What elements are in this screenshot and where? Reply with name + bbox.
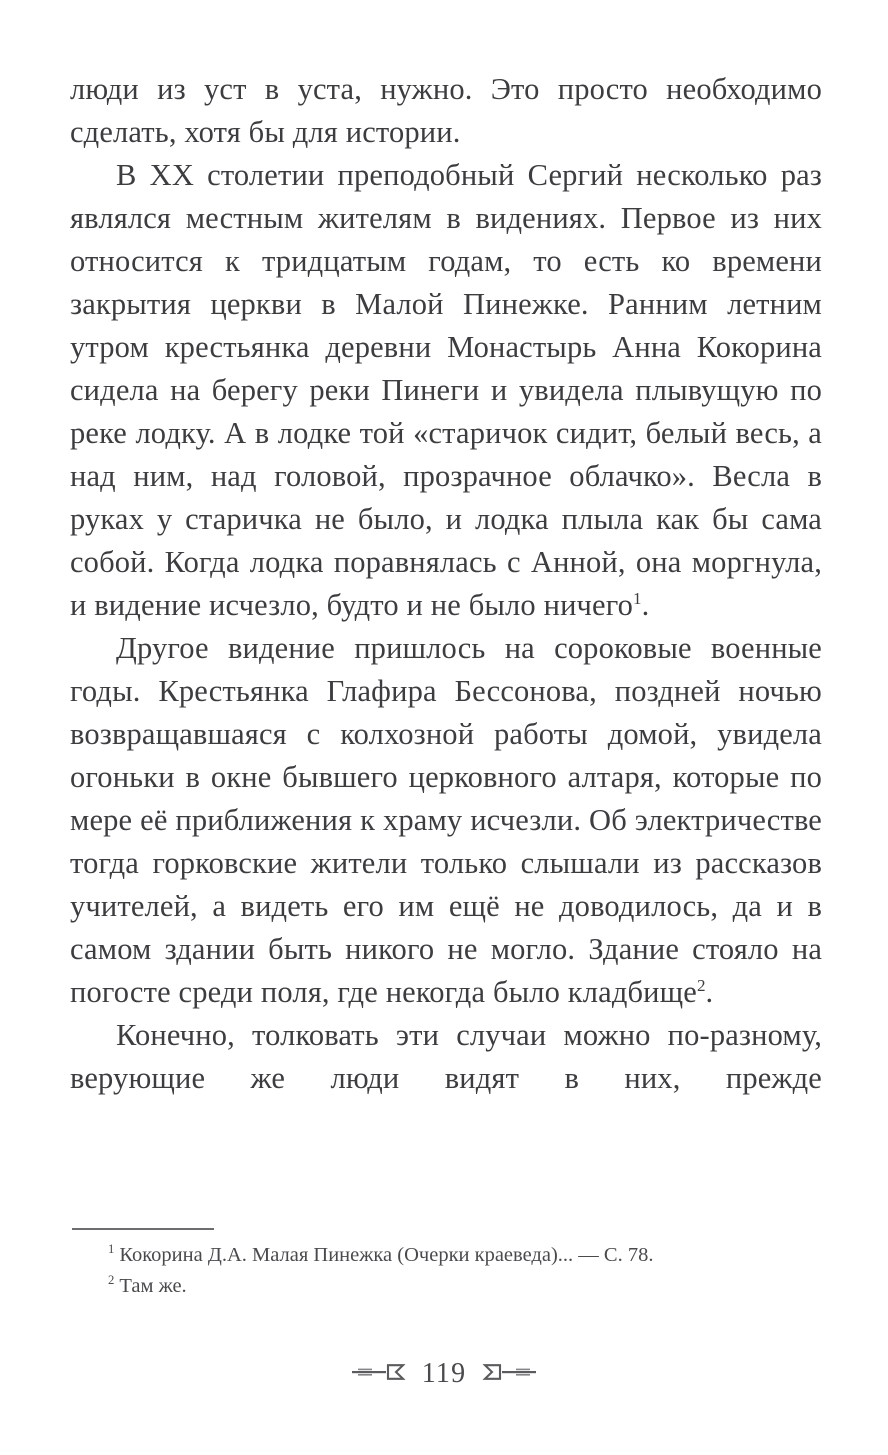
paragraph-text-tail: .: [705, 975, 714, 1009]
paragraph-sergiy-visions: [70, 154, 822, 627]
footnote-item-1: [70, 1240, 822, 1271]
paragraph-text: В XX столетии преподобный Сергий несколько раз являлся местным жителям в видениях. Первое из них относится к тридцатым годам, то есть ко времени закрытия церкви в Малой Пинежке. Ранним летним утром крестьянка деревни Монастырь Анна Кокорина сидела на берегу реки Пинеги и увидела плывущую по реке лодку. А в лодке той «старичок сидит, белый весь, а над ним, над головой, прозрачное облачко». Весла в руках у старичка не было, и лодка плыла как бы сама собой. Когда лодка поравнялась с Анной, она моргнула, и видение исчезло, будто и не было ничего: [70, 158, 822, 622]
footnote-number-2: 2: [108, 1273, 115, 1288]
footnote-number-1: 1: [108, 1242, 115, 1257]
page-footer-folio: [0, 1358, 888, 1390]
footnote-item-2: [70, 1271, 822, 1302]
footnote-marker-2[interactable]: 2: [696, 975, 706, 995]
footnote-area: [70, 1228, 822, 1302]
dart-ornament-left-icon: [352, 1362, 408, 1387]
paragraph-continuation: люди из уст в уста, нужно. Это просто необходимо сделать, хотя бы для истории.: [70, 72, 822, 149]
page-number: 119: [421, 1358, 467, 1389]
dart-ornament-right-icon: [480, 1362, 536, 1387]
footnote-text-2: Там же.: [119, 1275, 187, 1297]
footnote-text-1: Кокорина Д.А. Малая Пинежка (Очерки краеведа)... — С. 78.: [119, 1244, 654, 1266]
footnote-separator-rule: [72, 1228, 214, 1230]
paragraph-interpretation: Конечно, толковать эти случаи можно по-разному, верующие же люди видят в них, прежде: [70, 1018, 822, 1095]
body-text-column: [70, 68, 822, 1143]
paragraph-text: Другое видение пришлось на сороковые военные годы. Крестьянка Глафира Бессонова, поздней ночью возвращавшаяся с колхозной работы домой, увидела огоньки в окне бывшего церковного алтаря, которые по мере её приближения к храму исчезли. Об электричестве тогда горковские жители только слышали из рассказов учителей, а видеть его им ещё не доводилось, да и в самом здании быть никого не могло. Здание стояло на погосте среди поля, где некогда было кладбище: [70, 631, 822, 1009]
footnote-marker-1[interactable]: 1: [633, 588, 642, 608]
paragraph-text-tail: .: [641, 588, 650, 622]
paragraph-glafira-vision: [70, 627, 822, 1014]
